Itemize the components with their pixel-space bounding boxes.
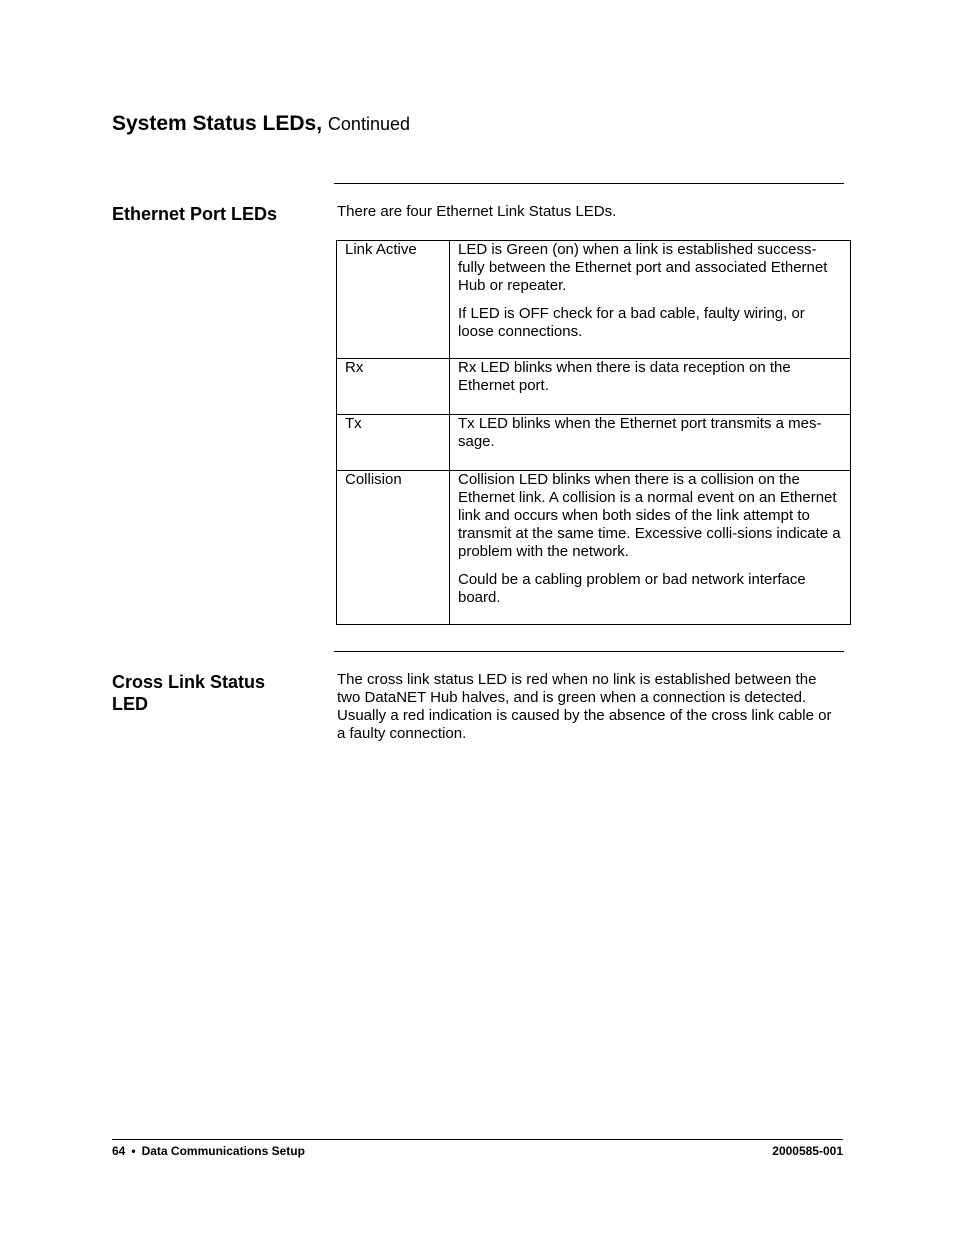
description-paragraph: LED is Green (on) when a link is established success-fully between the Ethernet port and associated Ethernet Hub or repeater.	[458, 241, 828, 294]
description-paragraph: Collision LED blinks when there is a collision on the Ethernet link. A collision is a normal event on an Ethernet link and occurs when both sides of the link attempt to transmit at the same time. Excessive colli-sions indicate a problem with the network.	[458, 471, 841, 560]
led-description	[450, 415, 851, 471]
section-divider-ethernet	[334, 183, 844, 184]
table-row	[337, 359, 851, 415]
table-row	[337, 415, 851, 471]
page-title-main: System Status LEDs,	[112, 112, 323, 135]
led-description	[450, 241, 851, 359]
description-paragraph: Could be a cabling problem or bad network interface board.	[458, 571, 806, 606]
section-divider-crosslink	[334, 651, 844, 652]
led-name: Tx	[337, 415, 450, 471]
led-description	[450, 471, 851, 625]
document-number: 2000585-001	[772, 1144, 843, 1158]
description-paragraph: If LED is OFF check for a bad cable, faulty wiring, or loose connections.	[458, 305, 805, 340]
ethernet-heading: Ethernet Port LEDs	[112, 204, 278, 224]
page-number: 64	[112, 1144, 126, 1158]
crosslink-body: The cross link status LED is red when no link is established between the two DataNET Hub halves, and is green when a connection is detected. Usually a red indication is caused by the absence of the cross link cable or a faulty connection.	[337, 671, 832, 742]
led-description	[450, 359, 851, 415]
led-table	[336, 240, 851, 625]
description-paragraph: Rx LED blinks when there is data reception on the Ethernet port.	[458, 359, 791, 394]
description-paragraph: Tx LED blinks when the Ethernet port transmits a mes-sage.	[458, 415, 822, 450]
footer-left	[112, 1144, 305, 1158]
footer-divider	[112, 1139, 843, 1140]
table-row	[337, 471, 851, 625]
led-name: Collision	[337, 471, 450, 625]
footer-section: Data Communications Setup	[141, 1144, 305, 1158]
crosslink-heading: Cross Link Status LED	[112, 672, 266, 714]
led-name: Link Active	[337, 241, 450, 359]
page-title-continued: Continued	[327, 114, 410, 134]
bullet-icon: •	[131, 1144, 136, 1158]
ethernet-intro: There are four Ethernet Link Status LEDs.	[337, 203, 617, 220]
page-title	[112, 112, 410, 136]
table-row	[337, 241, 851, 359]
led-name: Rx	[337, 359, 450, 415]
